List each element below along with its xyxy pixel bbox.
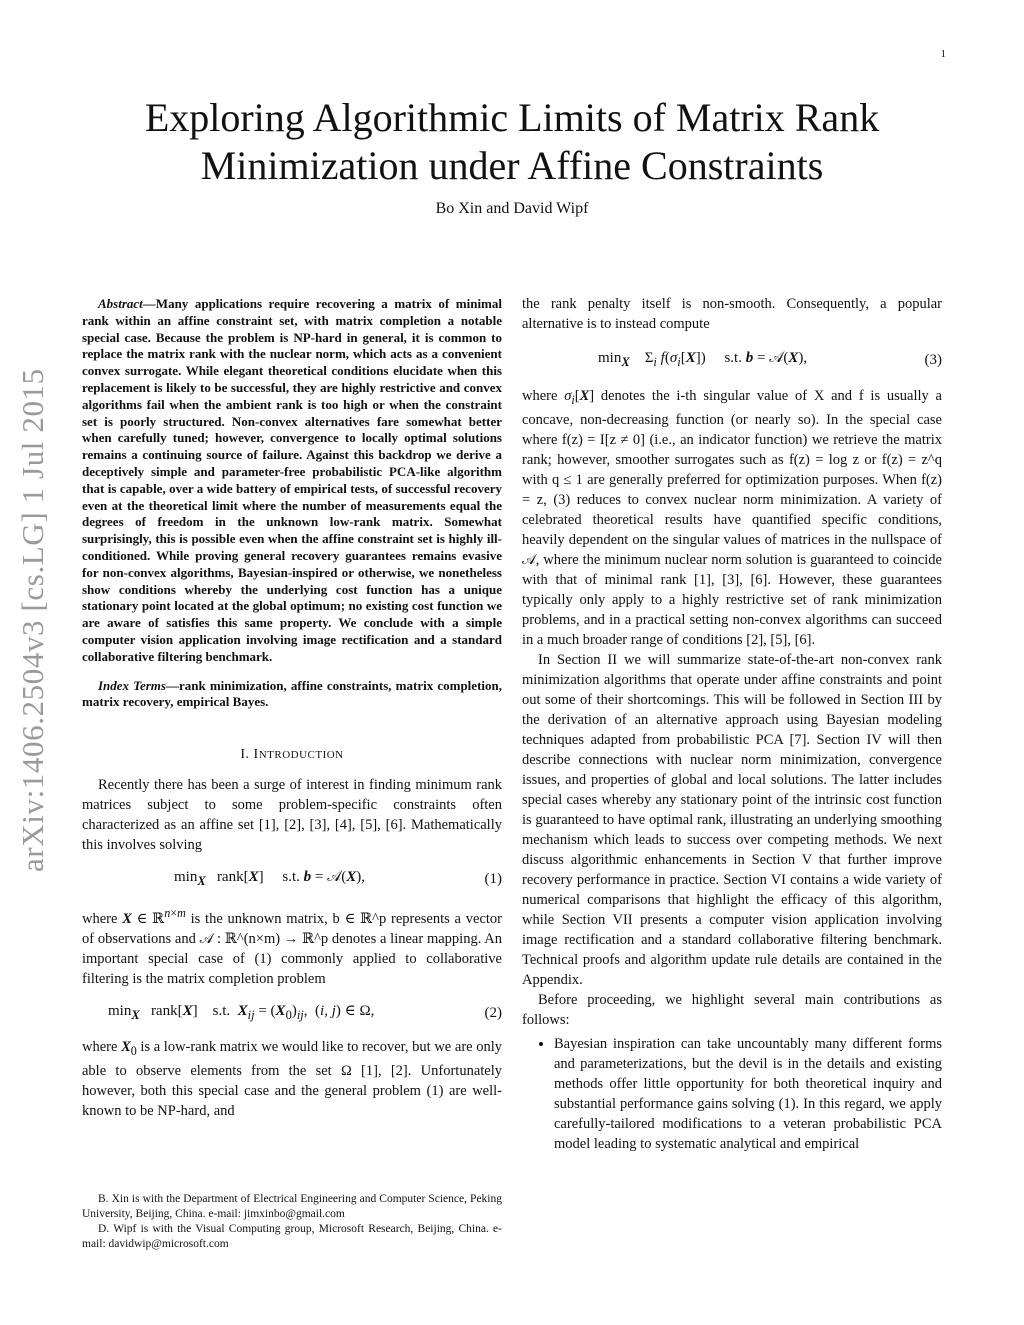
footnote-xin: B. Xin is with the Department of Electrical Engineering and Computer Science, Peking University, Beijing, China. e-mail: jimxinbo@gmail.com xyxy=(82,1193,502,1220)
right-paragraph-4: Before proceeding, we highlight several main contributions as follows: xyxy=(522,991,942,1028)
footnote-wipf: D. Wipf is with the Visual Computing group, Microsoft Research, Beijing, China. e-mail: davidwip@microsoft.com xyxy=(82,1223,502,1250)
index-terms xyxy=(82,678,502,712)
intro-paragraph-1: Recently there has been a surge of interest in finding minimum rank matrices subject to some problem-specific constraints often characterized as an affine set [1], [2], [3], [4], [5], [6]. Mathematically this involves solving xyxy=(82,777,502,854)
index-terms-text: —rank minimization, affine constraints, matrix completion, matrix recovery, empirical Bayes. xyxy=(82,677,502,710)
abstract xyxy=(82,296,502,666)
right-paragraph-2: where $\sigma_i[X]$ denotes the i-th singular value of X and f is usually a concave, non-decreasing function (or nearly so). In the special case where f(z) = I[z ≠ 0] (i.e., an indicator function) we retrieve the matrix rank; however, smoother surrogates such as f(z) = log z or f(z) = z^q with q ≤ 1 are generally preferred for optimization purposes. When f(z) = z, (3) reduces to convex nuclear norm minimization. A variety of celebrated theoretical results have quantified specific conditions, heavily dependent on the singular values of matrices in the nullspace of 𝒜, where the minimum nuclear norm solution is guaranteed to coincide with that of minimal rank [1], [3], [6]. However, these guarantees typically only apply to a highly restrictive set of rank minimization problems, and in a practical setting non-convex algorithms can succeed in a much broader range of conditions [2], [5], [6]. xyxy=(522,388,942,648)
right-paragraph-1: the rank penalty itself is non-smooth. Consequently, a popular alternative is to instead compute xyxy=(522,296,942,332)
left-column xyxy=(82,296,502,1121)
title-line-2: Minimization under Affine Constraints xyxy=(200,143,824,188)
index-terms-label: Index Terms xyxy=(98,677,166,693)
intro-paragraph-3: where $X_0$ is a low-rank matrix we would like to recover, but we are only able to observe elements from the set Ω [1], [2]. Unfortunately however, both this special case and the general problem (1) are well-known to be NP-hard, and xyxy=(82,1038,502,1119)
contributions-list xyxy=(522,1034,942,1154)
arxiv-stamp: arXiv:1406.2504v3 [cs.LG] 1 Jul 2015 xyxy=(15,368,50,872)
intro-paragraph-2: where X ∈ ℝ$^{n\times m}$ is the unknown matrix, b ∈ ℝ^p represents a vector of observations and 𝒜 : ℝ^(n×m) → ℝ^p denotes a linear mapping. An important special case of (1) commonly applied to collaborative filtering is the matrix completion problem xyxy=(82,906,502,987)
paper-title xyxy=(0,94,1024,190)
equation-3-label: (3) xyxy=(924,352,942,368)
equation-1-label: (1) xyxy=(484,871,502,888)
right-paragraph-3: In Section II we will summarize state-of-the-art non-convex rank minimization algorithms that operate under affine constraints and point out some of their shortcomings. This will be followed in Section III by the derivation of an alternative approach using Bayesian modeling techniques adapted from probabilistic PCA [7]. Section IV will then describe connections with nuclear norm minimization, convergence issues, and properties of global and local solutions. The latter includes special cases whereby any stationary point of the intrinsic cost function is guaranteed to have optimal rank, illustrating an underlying smoothing mechanism which leads to success over competing methods. We next discuss algorithmic enhancements in Section V that further improve recovery performance in practice. Section VI contains a wide variety of numerical comparisons that highlight the efficacy of this algorithm, while Section VII presents a computer vision application involving image rectification and a standard collaborative filtering benchmark. Technical proofs and algorithm update rule details are contained in the Appendix. xyxy=(522,651,942,988)
abstract-label: Abstract xyxy=(98,296,143,311)
equation-2 xyxy=(82,1001,502,1025)
footnotes xyxy=(82,1192,502,1252)
abstract-text: —Many applications require recovering a matrix of minimal rank within an affine constraint set, with matrix completion a notable special case. Because the problem is NP-hard in general, it is common to replace the matrix rank with the nuclear norm, which acts as a convenient convex surrogate. While elegant theoretical conditions elucidate when this replacement is likely to be successful, they are highly restrictive and convex algorithms fail when the ambient rank is too high or when the constraint set is poorly structured. Non-convex alternatives fare somewhat better when carefully tuned; however, convergence to locally optimal solutions remains a continuing source of failure. Against this backdrop we derive a deceptively simple and parameter-free probabilistic PCA-like algorithm that is capable, over a wide battery of empirical tests, of successful recovery even at the theoretical limit where the number of measurements equal the degrees of freedom in the unknown low-rank matrix. Somewhat surprisingly, this is possible even when the affine constraint set is highly ill-conditioned. While proving general recovery guarantees remains evasive for non-convex algorithms, Bayesian-inspired or otherwise, we nonetheless show conditions whereby the underlying cost function has a unique stationary point located at the global optimum; no existing cost function we are aware of satisfies this same property. We conclude with a simple computer vision application involving image rectification and a standard collaborative filtering benchmark. xyxy=(82,296,502,664)
equation-3 xyxy=(522,348,942,372)
equation-3-body: $\min_X$ $\Sigma_i$ $f(\sigma_i[X])$ s.t. b = 𝒜(X), xyxy=(598,350,808,369)
equation-1 xyxy=(82,867,502,891)
right-column xyxy=(522,294,942,1154)
authors: Bo Xin and David Wipf xyxy=(435,200,589,217)
equation-2-label: (2) xyxy=(484,1004,502,1021)
section-heading-introduction: I. INTRODUCTION xyxy=(240,747,344,763)
contribution-bullet-1: • Bayesian inspiration can take uncountably many different forms and parameterizations, but the devil is in the details and existing methods offer little opportunity for both theoretical inquiry and substantial performance gains solving (1). In this regard, we apply carefully-tailored modifications to a veteran probabilistic PCA model leading to systematic analytical and empirical xyxy=(554,1034,942,1154)
equation-2-body: $\min_X$ rank[X] s.t. $X_{ij} = (X_0)_{ij}$, (i, j) ∈ Ω, xyxy=(108,1002,375,1022)
title-line-1: Exploring Algorithmic Limits of Matrix Rank xyxy=(144,95,880,140)
page-number: 1 xyxy=(940,48,946,60)
equation-1-body: $\min_X$ rank[X] s.t. b = 𝒜(X), xyxy=(174,869,366,889)
